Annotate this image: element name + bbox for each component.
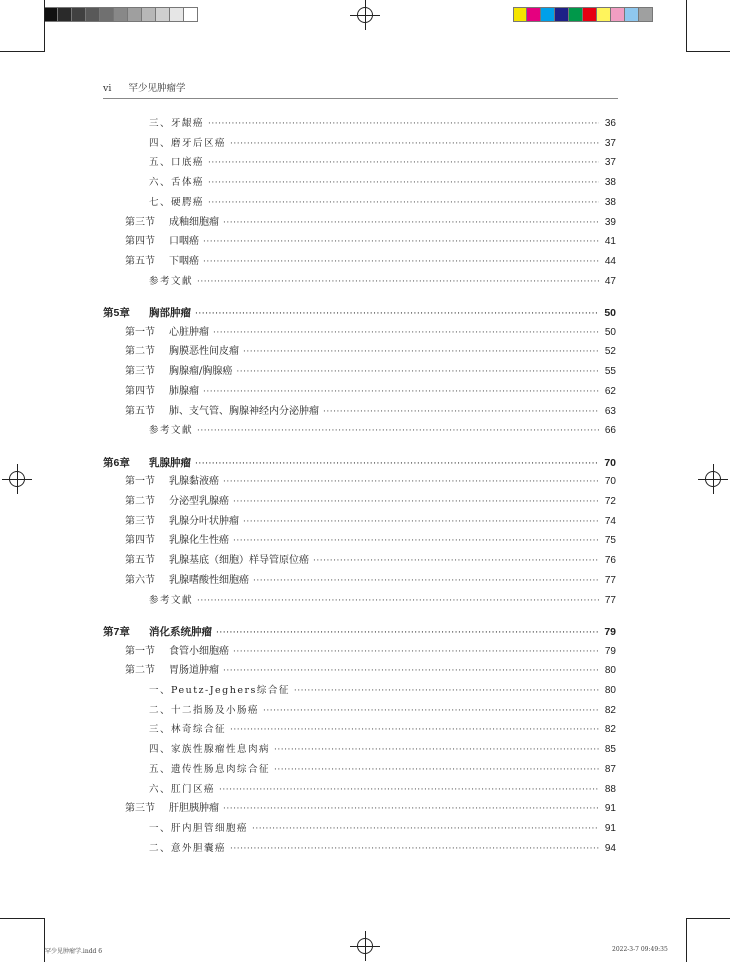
toc-item-entry[interactable]: [103, 134, 616, 154]
toc-page-number: 91: [604, 803, 616, 815]
toc-page-number: 70: [604, 476, 616, 488]
toc-page-number: 39: [604, 216, 616, 228]
section-title: 口咽癌: [169, 236, 199, 248]
section-title: 胃肠道肿瘤: [169, 665, 219, 677]
toc-page-number: 44: [604, 255, 616, 267]
section-number: 第四节: [125, 535, 155, 547]
section-number: 第二节: [125, 346, 155, 358]
dot-leader: [208, 153, 599, 173]
toc-entry-label: 三、林奇综合征: [149, 724, 227, 736]
color-swatch: [58, 7, 72, 22]
header-page-number: vi: [103, 83, 112, 94]
toc-item-entry[interactable]: [103, 114, 616, 134]
dot-leader: [233, 531, 599, 551]
registration-mark-right: [698, 464, 728, 494]
toc-page-number: 50: [604, 326, 616, 338]
toc-section-entry[interactable]: [103, 382, 616, 402]
footer-timestamp: 2022-3-7 09:49:35: [612, 946, 668, 953]
header-rule: [103, 98, 618, 99]
section-title: 胸膜恶性间皮瘤: [169, 346, 239, 358]
section-title: 食管小细胞癌: [169, 645, 229, 657]
section-number: 第三节: [125, 515, 155, 527]
dot-leader: [223, 213, 599, 233]
section-number: 第四节: [125, 385, 155, 397]
toc-page-number: 66: [604, 425, 616, 437]
toc-page-number: 36: [604, 118, 616, 129]
toc-entry-label: 四、家族性腺瘤性息肉病: [149, 744, 271, 756]
dot-leader: [233, 492, 599, 512]
dot-leader: [208, 173, 599, 193]
toc-entry-label: [125, 472, 223, 492]
section-title: 乳腺黏液癌: [169, 476, 219, 488]
color-swatch: [625, 7, 639, 22]
dot-leader: [230, 839, 599, 859]
section-number: 第二节: [125, 496, 155, 507]
toc-page-number: 37: [604, 157, 616, 169]
color-swatch: [611, 7, 625, 22]
color-swatch: [170, 7, 184, 22]
toc-page-number: 80: [604, 665, 616, 677]
toc-entry-label: 六、肛门区癌: [149, 783, 216, 795]
section-title: 胸腺瘤/胸腺癌: [169, 366, 233, 378]
toc-page-number: 79: [604, 645, 616, 657]
toc-entry-label: [125, 213, 223, 233]
color-swatch: [583, 7, 597, 22]
grayscale-color-bar: [44, 7, 198, 22]
cmyk-color-bar: [513, 7, 653, 22]
dot-leader: [236, 362, 599, 382]
toc-entry-label: [125, 551, 313, 571]
toc-item-entry[interactable]: [103, 780, 616, 800]
registration-mark-bottom: [350, 931, 380, 961]
dot-leader: [294, 681, 599, 701]
toc-page-number: 72: [604, 496, 616, 507]
toc-page-number: 62: [604, 385, 616, 397]
dot-leader: [323, 402, 599, 422]
section-number: 第五节: [125, 405, 155, 417]
chapter-number: 第6章: [103, 456, 130, 469]
toc-entry-label: 参考文献: [149, 425, 194, 437]
toc-entry-label: [103, 303, 195, 323]
color-swatch: [184, 7, 198, 22]
dot-leader: [252, 819, 599, 839]
toc-section-entry[interactable]: [103, 551, 616, 571]
dot-leader: [197, 272, 599, 292]
toc-entry-label: 五、口底癌: [149, 157, 205, 169]
dot-leader: [195, 304, 598, 324]
toc-section-entry[interactable]: [103, 362, 616, 382]
dot-leader: [203, 232, 599, 252]
toc-entry-label: 三、牙龈癌: [149, 118, 205, 129]
chapter-number: 第5章: [103, 307, 130, 319]
color-swatch: [569, 7, 583, 22]
color-swatch: [86, 7, 100, 22]
toc-entry-label: [125, 571, 253, 591]
toc-section-entry[interactable]: [103, 642, 616, 662]
toc-page-number: 82: [604, 724, 616, 736]
toc-entry-label: [125, 642, 233, 662]
toc-page-number: 77: [604, 574, 616, 586]
toc-page-number: 37: [604, 137, 616, 149]
toc-entry-label: 一、Peutz-Jeghers综合征: [149, 685, 290, 696]
color-swatch: [128, 7, 142, 22]
toc-entry-label: [125, 661, 223, 681]
color-swatch: [639, 7, 653, 22]
toc-item-entry[interactable]: [103, 272, 616, 292]
section-number: 第二节: [125, 665, 155, 677]
dot-leader: [208, 114, 599, 134]
toc-item-entry[interactable]: [103, 153, 616, 173]
dot-leader: [213, 323, 599, 343]
toc-entry-label: [103, 453, 195, 473]
color-swatch: [541, 7, 555, 22]
toc-page-number: 87: [604, 763, 616, 775]
toc-item-entry[interactable]: [103, 421, 616, 441]
dot-leader: [223, 799, 599, 819]
toc-section-entry[interactable]: [103, 661, 616, 681]
chapter-title: 消化系统肿瘤: [149, 625, 212, 638]
dot-leader: [230, 134, 599, 154]
color-swatch: [100, 7, 114, 22]
section-title: 乳腺嗜酸性细胞癌: [169, 574, 249, 586]
toc-entry-label: 七、硬腭癌: [149, 196, 205, 208]
toc-section-entry[interactable]: [103, 252, 616, 272]
section-title: 乳腺基底（细胞）样导管原位癌: [169, 555, 309, 567]
section-title: 下咽癌: [169, 255, 199, 267]
toc-item-entry[interactable]: [103, 193, 616, 213]
toc-page-number: 77: [604, 594, 616, 606]
dot-leader: [219, 780, 599, 800]
toc-entry-label: [125, 402, 323, 422]
toc-section-entry[interactable]: [103, 799, 616, 819]
toc-page-number: 63: [604, 405, 616, 417]
section-title: 肺腺瘤: [169, 385, 199, 397]
color-swatch: [156, 7, 170, 22]
toc-page-number: 70: [604, 456, 616, 469]
dot-leader: [197, 591, 599, 611]
section-title: 乳腺分叶状肿瘤: [169, 515, 239, 527]
color-swatch: [44, 7, 58, 22]
dot-leader: [223, 661, 599, 681]
toc-item-entry[interactable]: [103, 720, 616, 740]
toc-page-number: 38: [604, 196, 616, 208]
toc-section-entry[interactable]: [103, 323, 616, 343]
dot-leader: [230, 720, 599, 740]
toc-page-number: 52: [604, 346, 616, 358]
toc-entry-label: 参考文献: [149, 275, 194, 287]
toc-entry-label: [125, 342, 243, 362]
section-title: 乳腺化生性癌: [169, 535, 229, 547]
toc-entry-label: 一、肝内胆管细胞癌: [149, 822, 249, 834]
dot-leader: [197, 421, 599, 441]
registration-mark-left: [2, 464, 32, 494]
toc-page-number: 76: [604, 555, 616, 567]
section-number: 第一节: [125, 476, 155, 488]
section-title: 肝胆胰肿瘤: [169, 803, 219, 815]
color-swatch: [527, 7, 541, 22]
chapter-title: 乳腺肿瘤: [149, 456, 191, 469]
dot-leader: [195, 454, 598, 474]
dot-leader: [313, 551, 599, 571]
toc-page-number: 38: [604, 177, 616, 189]
toc-entry-label: [125, 232, 203, 252]
color-swatch: [597, 7, 611, 22]
toc-section-entry[interactable]: [103, 472, 616, 492]
color-swatch: [142, 7, 156, 22]
dot-leader: [208, 193, 599, 213]
chapter-title: 胸部肿瘤: [149, 307, 191, 319]
toc-section-entry[interactable]: [103, 492, 616, 512]
section-title: 成釉细胞瘤: [169, 216, 219, 228]
toc-page-number: 55: [604, 366, 616, 378]
toc-item-entry[interactable]: [103, 740, 616, 760]
toc-item-entry[interactable]: [103, 839, 616, 859]
dot-leader: [223, 472, 599, 492]
toc-section-entry[interactable]: [103, 531, 616, 551]
dot-leader: [203, 252, 599, 272]
toc-chapter-entry[interactable]: [103, 303, 616, 323]
dot-leader: [243, 512, 599, 532]
toc-entry-label: 二、十二指肠及小肠癌: [149, 704, 260, 716]
section-number: 第三节: [125, 366, 155, 378]
section-number: 第一节: [125, 645, 155, 657]
color-swatch: [555, 7, 569, 22]
toc-entry-label: [125, 799, 223, 819]
toc-entry-label: [125, 531, 233, 551]
toc-item-entry[interactable]: [103, 173, 616, 193]
toc-page-number: 82: [604, 704, 616, 716]
dot-leader: [233, 642, 599, 662]
section-number: 第一节: [125, 326, 155, 338]
section-title: 分泌型乳腺癌: [169, 496, 229, 507]
toc-entry-label: [125, 362, 236, 382]
toc-page-number: 79: [604, 625, 616, 638]
toc-chapter-entry[interactable]: [103, 453, 616, 473]
section-number: 第五节: [125, 255, 155, 267]
toc-entry-label: 四、磨牙后区癌: [149, 137, 227, 149]
dot-leader: [216, 623, 598, 643]
toc-entry-label: 五、遗传性肠息肉综合征: [149, 763, 271, 775]
toc-entry-label: 二、意外胆囊癌: [149, 842, 227, 854]
color-swatch: [513, 7, 527, 22]
toc-page-number: 88: [604, 783, 616, 795]
section-number: 第三节: [125, 803, 155, 815]
dot-leader: [243, 342, 599, 362]
toc-item-entry[interactable]: [103, 819, 616, 839]
toc-page-number: 74: [604, 515, 616, 527]
section-number: 第四节: [125, 236, 155, 248]
toc-entry-label: [125, 323, 213, 343]
toc-section-entry[interactable]: [103, 402, 616, 422]
toc-entry-label: [125, 492, 233, 512]
toc-page-number: 80: [604, 685, 616, 696]
registration-mark-top: [350, 0, 380, 30]
color-swatch: [114, 7, 128, 22]
toc-chapter-entry[interactable]: [103, 622, 616, 642]
toc-page-number: 50: [604, 307, 616, 319]
toc-item-entry[interactable]: [103, 760, 616, 780]
section-number: 第六节: [125, 574, 155, 586]
toc-section-entry[interactable]: [103, 232, 616, 252]
section-number: 第三节: [125, 216, 155, 228]
running-head: [103, 80, 185, 94]
section-number: 第五节: [125, 555, 155, 567]
color-swatch: [72, 7, 86, 22]
toc-item-entry[interactable]: [103, 591, 616, 611]
section-title: 心脏肿瘤: [169, 326, 209, 338]
toc-entry-label: 参考文献: [149, 594, 194, 606]
toc-entry-label: [125, 382, 203, 402]
header-book-title: 罕少见肿瘤学: [128, 83, 186, 94]
toc-section-entry[interactable]: [103, 571, 616, 591]
chapter-number: 第7章: [103, 625, 130, 638]
toc-page-number: 47: [604, 275, 616, 287]
toc-page-number: 85: [604, 744, 616, 756]
section-title: 肺、支气管、胸腺神经内分泌肿瘤: [169, 405, 319, 417]
toc-page-number: 75: [604, 535, 616, 547]
toc-page-number: 91: [604, 822, 616, 834]
toc-entry-label: [103, 622, 216, 642]
dot-leader: [203, 382, 599, 402]
toc-section-entry[interactable]: [103, 342, 616, 362]
dot-leader: [253, 571, 599, 591]
toc-page-number: 94: [604, 842, 616, 854]
toc-page-number: 41: [604, 236, 616, 248]
dot-leader: [263, 701, 599, 721]
toc-section-entry[interactable]: [103, 512, 616, 532]
toc-item-entry[interactable]: [103, 701, 616, 721]
toc-entry-label: [125, 252, 203, 272]
dot-leader: [274, 760, 599, 780]
toc-item-entry[interactable]: [103, 681, 616, 701]
footer-file-name: 罕少见肿瘤学.indd 6: [45, 948, 103, 955]
toc-section-entry[interactable]: [103, 213, 616, 233]
toc-entry-label: [125, 512, 243, 532]
toc-entry-label: 六、舌体癌: [149, 177, 205, 189]
dot-leader: [274, 740, 599, 760]
